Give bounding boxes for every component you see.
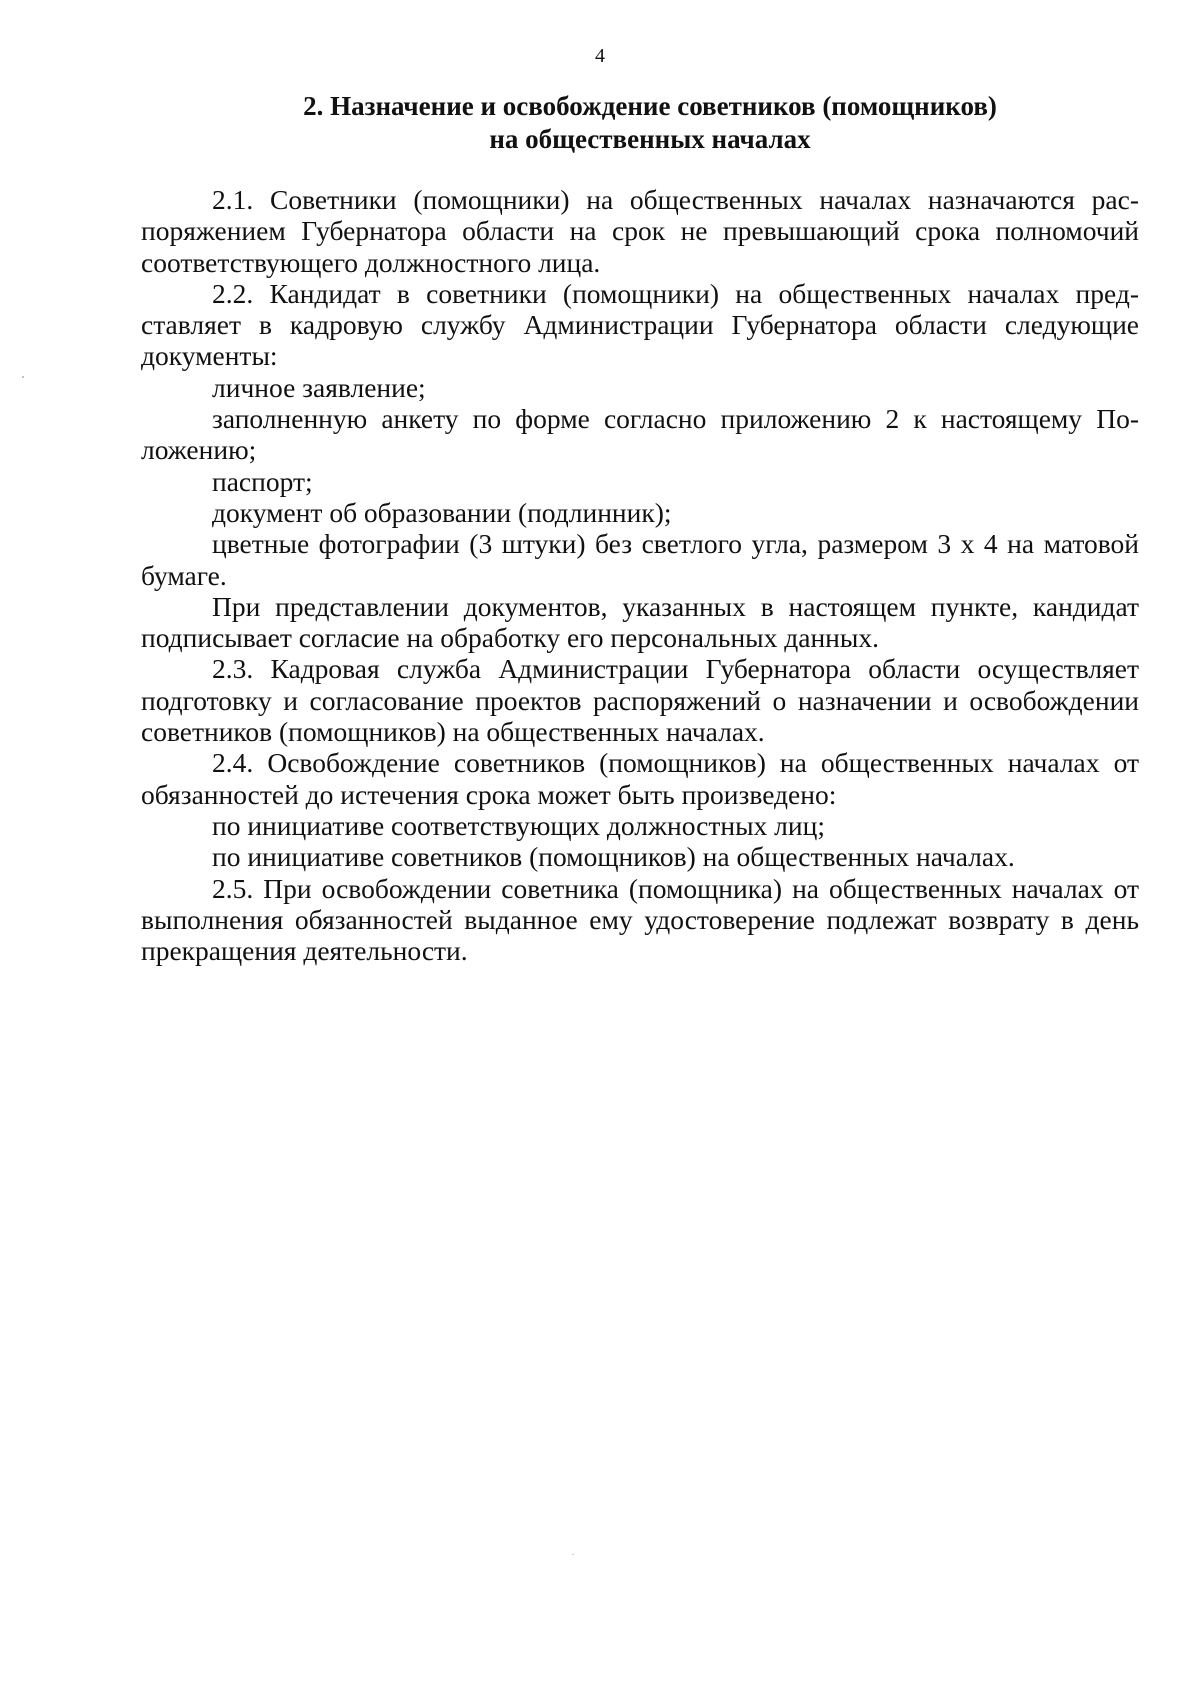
list-item-advisor-initiative: по инициативе советников (помощников) на общественных началах. [212, 841, 1015, 873]
list-item-application: личное заявление; [212, 371, 426, 403]
list-item-questionnaire: заполненную анкету по форме согласно приложению 2 к настоящему Положению; [141, 403, 1139, 466]
paragraph-consent: При представлении документов, указанных в настоящем пункте, кандидат подписывает согласие на обработку его персональных данных. [141, 590, 1139, 654]
paragraph-2-2: 2.2. Кандидат в советники (помощники) на общественных началах представляет в кадровую службу Администрации Губернатора области следующие документы: [141, 277, 1139, 372]
list-item-official-initiative: по инициативе соответствующих должностных лиц; [212, 809, 825, 841]
paragraph-2-5: 2.5. При освобождении советника (помощника) на общественных началах от выполнения обязанностей выданное ему удостоверение подлежат возврату в день прекращения деятельности. [141, 872, 1139, 967]
paragraph-2-4: 2.4. Освобождение советников (помощников) на общественных началах от обязанностей до истечения срока может быть произведено: [141, 747, 1139, 810]
page-number: 4 [595, 45, 605, 67]
scan-artifact [22, 376, 24, 378]
paragraph-2-1: 2.1. Советники (помощники) на общественных началах назначаются распоряжением Губернатора области на срок не превышающий срока полномочий соответствующего должностного лица. [141, 184, 1139, 278]
section-body [141, 184, 1139, 966]
paragraph-2-3: 2.3. Кадровая служба Администрации Губернатора области осуществляет подготовку и согласование проектов распоряжений о назначении и освобождении советников (помощников) на общественных началах. [141, 653, 1139, 748]
section-heading-line-2: на общественных началах [489, 124, 811, 154]
list-item-passport: паспорт; [212, 465, 313, 497]
section-heading-line-1: 2. Назначение и освобождение советников (помощников) [303, 91, 997, 121]
section-heading [180, 90, 1120, 156]
list-item-photos: цветные фотографии (3 штуки) без светлого угла, размером 3 х 4 на матовой бумаге. [141, 528, 1139, 591]
scan-artifact [572, 1554, 574, 1555]
list-item-education-document: документ об образовании (подлинник); [212, 496, 672, 528]
